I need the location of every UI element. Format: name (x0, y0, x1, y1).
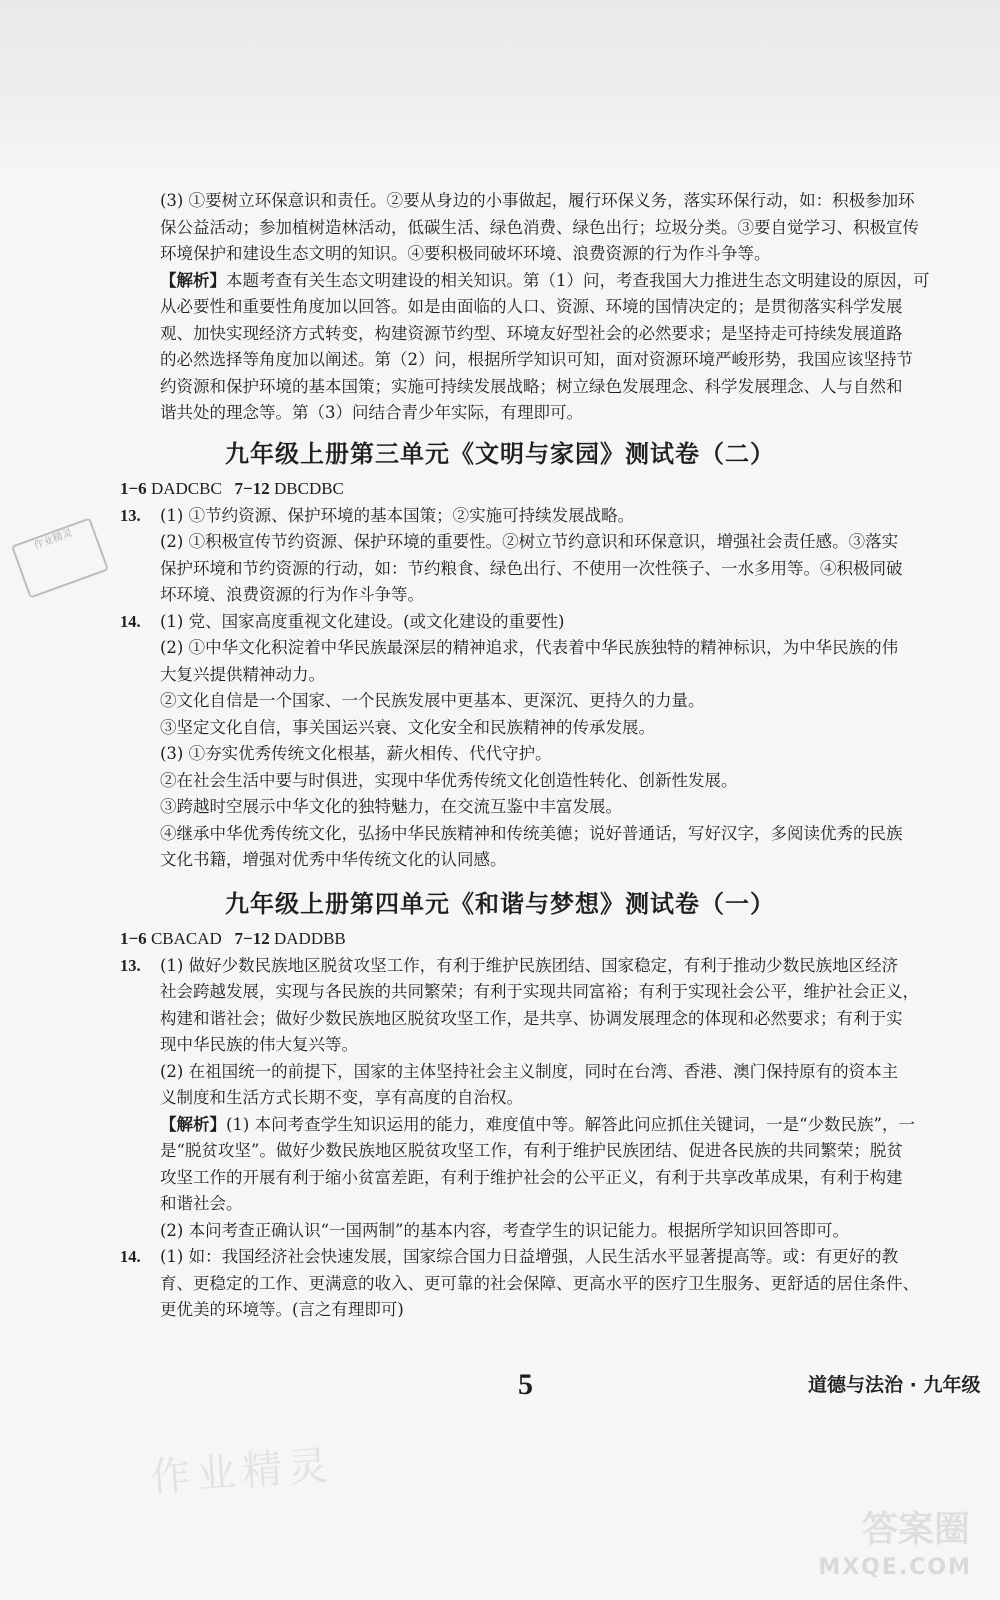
unit3-answers (120, 476, 950, 874)
text-line: 是“脱贫攻坚”。做好少数民族地区脱贫攻坚工作，有利于维护民族团结、促进各民族的共同繁荣；脱贫 (160, 1141, 903, 1160)
section-title-unit3: 九年级上册第三单元《文明与家园》测试卷（二） (225, 440, 775, 468)
text-line: 育、更稳定的工作、更满意的收入、更可靠的社会保障、更高水平的医疗卫生服务、更舒适的居住条件、 (160, 1273, 919, 1293)
text-line: (2) 本问考查正确认识“一国两制”的基本内容，考查学生的识记能力。根据所学知识回答即可。 (160, 1220, 849, 1240)
question-13: 13. (1) ①节约资源、保护环境的基本国策；②实施可持续发展战略。 (120, 505, 635, 525)
text-line: 约资源和保护环境的基本国策；实施可持续发展战略；树立绿色发展理念、科学发展理念、人与自然和 (160, 376, 903, 396)
text-line: 谐共处的理念等。第（3）问结合青少年实际，有理即可。 (160, 403, 583, 422)
text-line: 和谐社会。 (160, 1194, 243, 1213)
text-line: 坏环境、浪费资源的行为作斗争等。 (160, 585, 424, 604)
text-line: (3) ①要树立环保意识和责任。②要从身边的小事做起，履行环保义务，落实环保行动，如：积极参加环 (160, 191, 915, 210)
text-line: ②文化自信是一个国家、一个民族发展中更基本、更深沉、更持久的力量。 (160, 691, 705, 710)
text-line: (2) ①中华文化积淀着中华民族最深层的精神追求，代表着中华民族独特的精神标识，为中华民族的伟 (160, 638, 899, 657)
analysis-line: 【解析】(1) 本问考查学生知识运用的能力，难度值中等。解答此问应抓住关键词，一是“少数民族”，一 (160, 1114, 915, 1134)
analysis-tag: 【解析】 (160, 1114, 226, 1134)
text-line: 构建和谐社会；做好少数民族地区脱贫攻坚工作，是共享、协调发展理念的体现和必然要求；有利于实 (160, 1008, 903, 1028)
watermark: 作业精灵 (148, 1442, 336, 1502)
mc-answers: 1−6 CBACAD 7−12 DADDBB (120, 929, 346, 948)
text-line: ②在社会生活中要与时俱进，实现中华优秀传统文化创造性转化、创新性发展。 (160, 770, 738, 790)
text-line: 从必要性和重要性角度加以回答。如是由面临的人口、资源、环境的国情决定的；是贯彻落实科学发展 (160, 297, 903, 316)
text-line: 社会跨越发展，实现与各民族的共同繁荣；有利于实现共同富裕；有利于实现社会公平，维护社会正义， (160, 982, 919, 1001)
text-line: 现中华民族的伟大复兴等。 (160, 1035, 358, 1054)
text-line: 观、加快实现经济方式转变，构建资源节约型、环境友好型社会的必然要求；是坚持走可持续发展道路 (160, 323, 903, 343)
subject-label: 道德与法治 · 九年级 (808, 1374, 981, 1396)
site-logo-url: MXQE.COM (818, 1555, 972, 1580)
text-line: 更优美的环境等。(言之有理即可) (160, 1300, 404, 1319)
question-14: 14. (1) 党、国家高度重视文化建设。(或文化建设的重要性) (120, 611, 565, 631)
text-line: 大复兴提供精神动力。 (160, 664, 325, 684)
text-line: ③跨越时空展示中华文化的独特魅力，在交流互鉴中丰富发展。 (160, 797, 622, 816)
text-line: 保公益活动；参加植树造林活动，低碳生活、绿色消费、绿色出行；垃圾分类。③要自觉学习、积极宣传 (160, 217, 919, 237)
text-line: 保护环境和节约资源的行动，如：节约粮食、绿色出行、不使用一次性筷子、一水多用等。④积极同破 (160, 558, 903, 578)
stamp-icon: 作业精灵 (11, 517, 109, 598)
page-number: 5 (518, 1368, 533, 1401)
text-line: 义制度和生活方式长期不变，享有高度的自治权。 (160, 1088, 523, 1107)
text-line: 的必然选择等角度加以阐述。第（2）问，根据所学知识可知，面对资源环境严峻形势，我国应该坚持节 (160, 350, 913, 369)
text-line: 攻坚工作的开展有利于缩小贫富差距，有利于维护社会的公平正义，有利于共享改革成果，有利于构建 (160, 1167, 903, 1187)
text-line: ④继承中华优秀传统文化，弘扬中华民族精神和传统美德；说好普通话，写好汉字，多阅读优秀的民族 (160, 823, 903, 843)
text-line: (2) ①积极宣传节约资源、保护环境的重要性。②树立节约意识和环保意识，增强社会责任感。③落实 (160, 532, 899, 551)
unit4-answers (120, 926, 950, 1324)
prev-q3-block (160, 188, 940, 427)
text-line: 环境保护和建设生态文明的知识。④要积极同破坏环境、浪费资源的行为作斗争等。 (160, 244, 771, 263)
section-title-unit4: 九年级上册第四单元《和谐与梦想》测试卷（一） (225, 890, 775, 918)
analysis-line: 【解析】本题考查有关生态文明建设的相关知识。第（1）问，考查我国大力推进生态文明建设的原因，可 (160, 270, 930, 290)
question-13: 13. (1) 做好少数民族地区脱贫攻坚工作，有利于维护民族团结、国家稳定，有利于推动少数民族地区经济 (120, 955, 899, 975)
question-14: 14. (1) 如：我国经济社会快速发展，国家综合国力日益增强，人民生活水平显著提高等。或：有更好的教 (120, 1247, 899, 1266)
analysis-tag: 【解析】 (160, 270, 226, 290)
text-line: ③坚定文化自信，事关国运兴衰、文化安全和民族精神的传承发展。 (160, 717, 655, 737)
site-logo-text: 答案圈 (861, 1509, 970, 1550)
text-line: (2) 在祖国统一的前提下，国家的主体坚持社会主义制度，同时在台湾、香港、澳门保持原有的资本主 (160, 1061, 899, 1081)
text-line: 文化书籍，增强对优秀中华传统文化的认同感。 (160, 850, 507, 869)
text-line: (3) ①夯实优秀传统文化根基，薪火相传、代代守护。 (160, 744, 552, 763)
mc-answers: 1−6 DADCBC 7−12 DBCDBC (120, 479, 344, 498)
